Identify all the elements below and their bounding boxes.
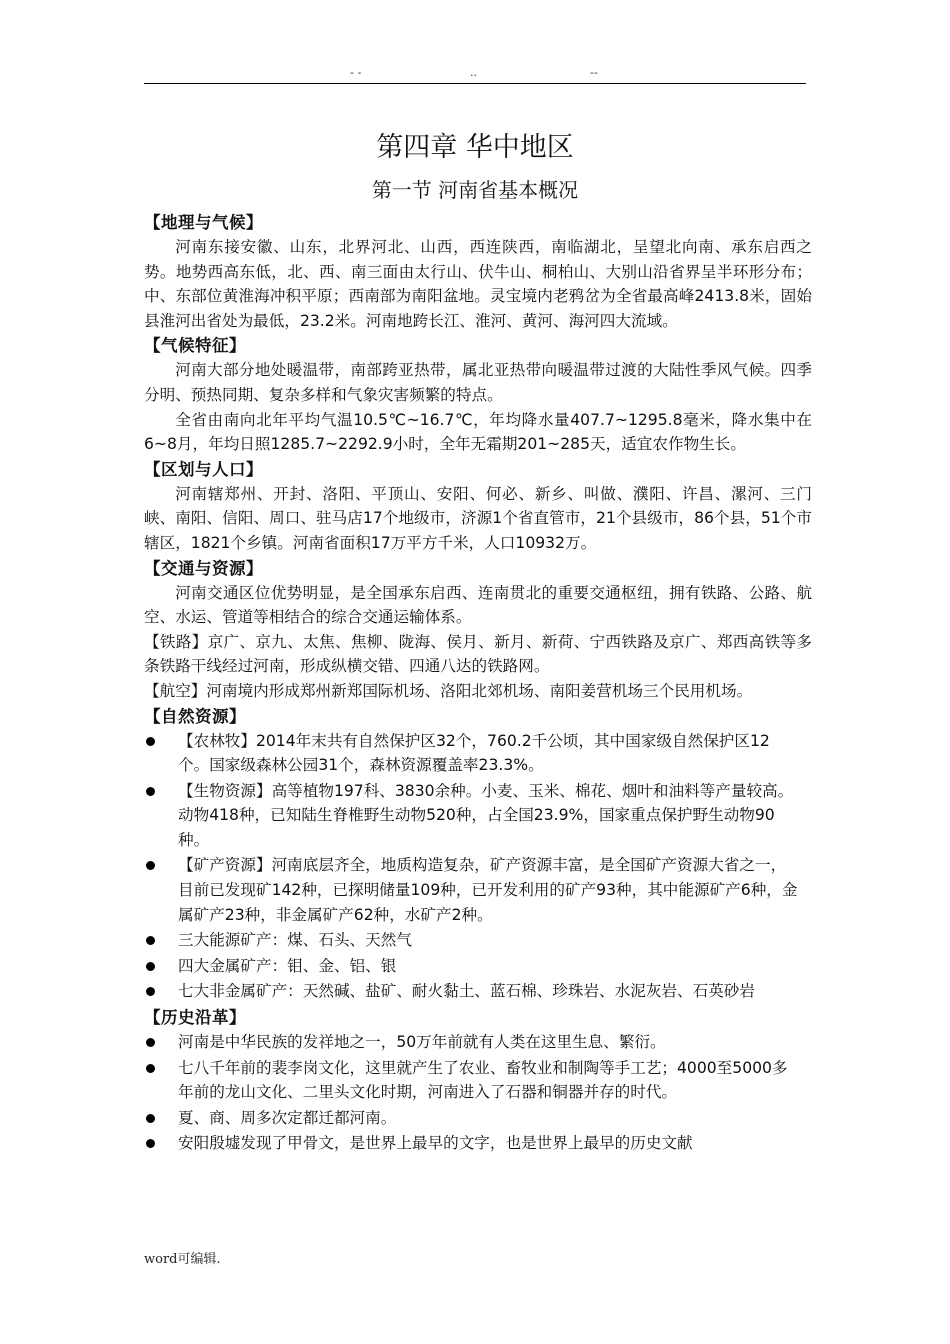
header-mark-center: .. [470, 66, 477, 79]
list-item-text: 七八千年前的裴李岗文化，这里就产生了农业、畜牧业和制陶等手工艺；4000至5000多年前的龙山文化、二里头文化时期，河南进入了石器和铜器并存的时代。 [178, 1058, 788, 1102]
list-item [144, 779, 812, 853]
bullet-icon [146, 936, 155, 945]
paragraph-climate-1: 河南大部分地处暖温带，南部跨亚热带，属北亚热带向暖温带过渡的大陆性季风气候。四季分明、预热同期、复杂多样和气象灾害频繁的特点。 [144, 361, 812, 404]
list-item-text: 夏、商、周多次定都迁都河南。 [178, 1108, 397, 1127]
list-item [144, 1131, 812, 1156]
bullet-icon [146, 737, 155, 746]
document-body [144, 128, 812, 1157]
heading-population: 【区划与人口】 [144, 459, 263, 479]
paragraph-transport: 河南交通区位优势明显，是全国承东启西、连南贯北的重要交通枢纽，拥有铁路、公路、航空、水运、管道等相结合的综合交通运输体系。 [144, 583, 812, 627]
paragraph-climate-2: 全省由南向北年平均气温10.5℃~16.7℃，年均降水量407.7~1295.8毫米，降水集中在6~8月，年均日照1285.7~2292.9小时，全年无霜期201~285天，适宜农作物生长。 [144, 410, 812, 454]
header-mark-left: - - [350, 66, 362, 79]
header-rule [144, 83, 806, 84]
list-item-text: 四大金属矿产：钼、金、铝、银 [178, 956, 397, 975]
bullet-icon [146, 987, 155, 996]
heading-resources: 【自然资源】 [144, 706, 246, 726]
list-item [144, 1030, 812, 1055]
list-item-text: 七大非金属矿产：天然碱、盐矿、耐火黏土、蓝石棉、珍珠岩、水泥灰岩、石英砂岩 [178, 982, 755, 1001]
bullet-icon [146, 962, 155, 971]
list-item-text: 河南是中华民族的发祥地之一，50万年前就有人类在这里生息、繁衍。 [178, 1033, 666, 1052]
resources-list [144, 729, 812, 1005]
list-item-text: 【生物资源】高等植物197科、3830余种。小麦、玉米、棉花、烟叶和油料等产量较高。动物418种，已知陆生脊椎野生动物520种，占全国23.9%，国家重点保护野生动物90种。 [178, 781, 794, 849]
paragraph-geography: 河南东接安徽、山东，北界河北、山西，西连陕西，南临湖北，呈望北向南、承东启西之势。地势西高东低，北、西、南三面由太行山、伏牛山、桐柏山、大别山沿省界呈半环形分布；中、东部位黄淮海冲积平原；西南部为南阳盆地。灵宝境内老鸦岔为全省最高峰2413.8米，固始县淮河出省处为最低，23.2米。河南地跨长江、淮河、黄河、海河四大流域。 [144, 238, 812, 330]
heading-geography: 【地理与气候】 [144, 213, 263, 232]
list-item [144, 1056, 812, 1105]
bullet-icon [146, 1064, 155, 1073]
chapter-title: 第四章 华中地区 [376, 132, 574, 163]
heading-climate: 【气候特征】 [144, 336, 246, 356]
page-footer: word可编辑. [144, 1252, 221, 1267]
heading-transport: 【交通与资源】 [144, 558, 263, 578]
list-item [144, 1106, 812, 1131]
list-item-text: 安阳殷墟发现了甲骨文，是世界上最早的文字，也是世界上最早的历史文献 [178, 1134, 693, 1153]
list-item-text: 【矿产资源】河南底层齐全，地质构造复杂，矿产资源丰富，是全国矿产资源大省之一，目前已发现矿142种，已探明储量109种，已开发利用的矿产93种，其中能源矿产6种，金属矿产23种，非金属矿产62种，水矿产2种。 [178, 856, 798, 924]
bullet-icon [146, 1114, 155, 1123]
section-title: 第一节 河南省基本概况 [371, 178, 579, 202]
bullet-icon [146, 861, 155, 870]
paragraph-aviation: 【航空】河南境内形成郑州新郑国际机场、洛阳北郊机场、南阳姜营机场三个民用机场。 [144, 681, 753, 700]
paragraph-population: 河南辖郑州、开封、洛阳、平顶山、安阳、何必、新乡、叫做、濮阳、许昌、漯河、三门峡、南阳、信阳、周口、驻马店17个地级市，济源1个省直管市，21个县级市，86个县，51个市辖区，1821个乡镇。河南省面积17万平方千米，人口10932万。 [144, 484, 812, 552]
header-mark-right: -- [590, 66, 598, 79]
paragraph-railway: 【铁路】京广、京九、太焦、焦柳、陇海、侯月、新月、新荷、宁西铁路及京广、郑西高铁等多条铁路干线经过河南，形成纵横交错、四通八达的铁路网。 [144, 632, 812, 676]
list-item [144, 954, 812, 979]
list-item-text: 三大能源矿产：煤、石头、天然气 [178, 931, 412, 950]
list-item [144, 853, 812, 927]
list-item [144, 729, 812, 778]
heading-history: 【历史沿革】 [144, 1008, 246, 1028]
bullet-icon [146, 1139, 155, 1148]
bullet-icon [146, 787, 155, 796]
list-item [144, 979, 812, 1004]
list-item [144, 928, 812, 953]
bullet-icon [146, 1038, 155, 1047]
page-header-marks [144, 66, 806, 80]
history-list [144, 1030, 812, 1156]
list-item-text: 【农林牧】2014年末共有自然保护区32个，760.2千公顷，其中国家级自然保护区12个。国家级森林公园31个，森林资源覆盖率23.3%。 [178, 731, 770, 775]
